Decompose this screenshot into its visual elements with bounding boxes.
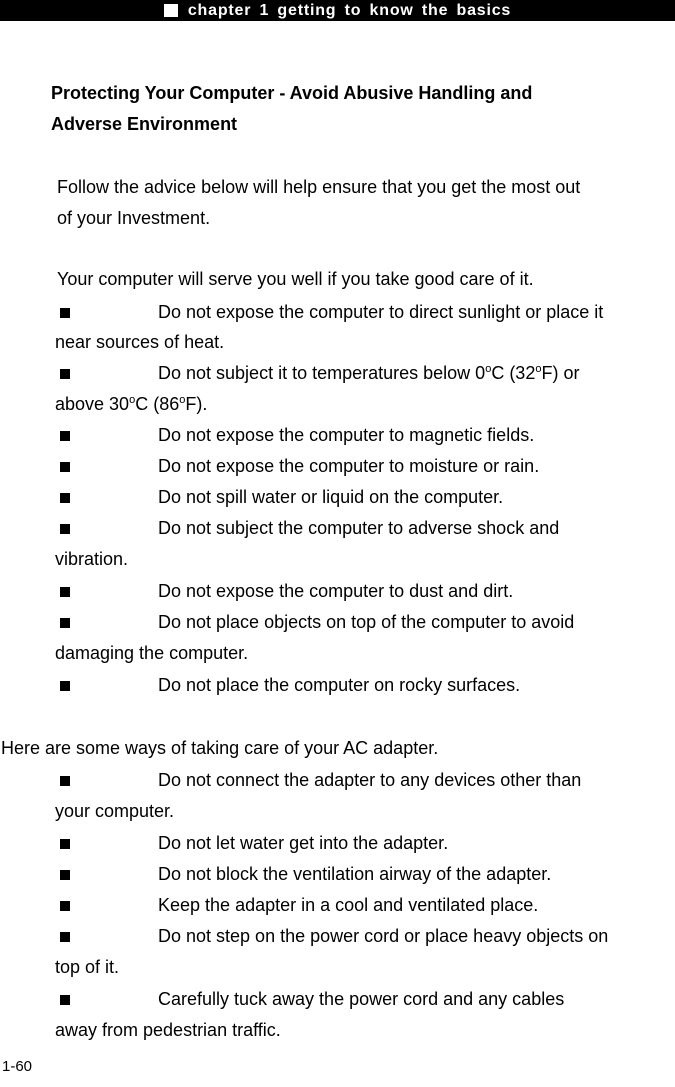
list-item-text: Do not subject it to temperatures below 0$^o$C (32$^o$F) or — [158, 363, 580, 383]
list-item-text: Do not let water get into the adapter. — [158, 833, 449, 853]
list-item-text: Do not expose the computer to moisture or rain. — [158, 456, 540, 476]
list-item-text: Do not spill water or liquid on the computer. — [158, 487, 504, 507]
intro-line-2: of your Investment. — [57, 208, 211, 228]
bullet-square-icon — [60, 462, 70, 472]
bullet-square-icon — [60, 681, 70, 691]
page-number: 1-60 — [2, 1058, 33, 1075]
chapter-header — [0, 0, 675, 21]
bullet-square-icon — [60, 524, 70, 534]
list-item-text: Keep the adapter in a cool and ventilated place. — [158, 895, 539, 915]
computer-intro: Your computer will serve you well if you take good care of it. — [57, 269, 534, 289]
bullet-square-icon — [60, 493, 70, 503]
bullet-square-icon — [60, 618, 70, 628]
bullet-square-icon — [60, 901, 70, 911]
list-item-continuation: above 30$^o$C (86$^o$F). — [55, 394, 208, 414]
list-item-continuation: top of it. — [55, 957, 120, 977]
bullet-square-icon — [60, 839, 70, 849]
list-item-text: Do not expose the computer to dust and dirt. — [158, 581, 514, 601]
bullet-square-icon — [60, 995, 70, 1005]
bullet-square-icon — [60, 870, 70, 880]
list-item-text: Do not expose the computer to magnetic fields. — [158, 425, 535, 445]
square-icon — [164, 4, 178, 17]
intro-line-1: Follow the advice below will help ensure that you get the most out — [57, 177, 581, 197]
bullet-square-icon — [60, 431, 70, 441]
list-item-text: Do not expose the computer to direct sunlight or place it — [158, 302, 604, 322]
list-item-continuation: your computer. — [55, 801, 175, 821]
adapter-intro: Here are some ways of taking care of your AC adapter. — [1, 738, 439, 758]
list-item-text: Do not subject the computer to adverse shock and — [158, 518, 560, 538]
section-title — [51, 78, 651, 140]
list-item-text: Do not place objects on top of the computer to avoid — [158, 612, 575, 632]
list-item-text: Do not block the ventilation airway of the adapter. — [158, 864, 552, 884]
section-title-line-2: Adverse Environment — [51, 114, 238, 134]
bullet-square-icon — [60, 369, 70, 379]
list-item-continuation: damaging the computer. — [55, 643, 249, 663]
list-item-text: Carefully tuck away the power cord and any cables — [158, 989, 565, 1009]
chapter-title: chapter 1 getting to know the basics — [187, 1, 512, 19]
bullet-square-icon — [60, 308, 70, 318]
list-item-text: Do not place the computer on rocky surfaces. — [158, 675, 521, 695]
list-item-text: Do not step on the power cord or place heavy objects on — [158, 926, 609, 946]
list-item-continuation: away from pedestrian traffic. — [55, 1020, 281, 1040]
bullet-square-icon — [60, 587, 70, 597]
list-item-text: Do not connect the adapter to any devices other than — [158, 770, 582, 790]
bullet-square-icon — [60, 932, 70, 942]
list-item-continuation: vibration. — [55, 549, 129, 569]
list-item-continuation: near sources of heat. — [55, 332, 225, 352]
bullet-square-icon — [60, 776, 70, 786]
section-title-line-1: Protecting Your Computer - Avoid Abusive Handling and — [51, 83, 533, 103]
